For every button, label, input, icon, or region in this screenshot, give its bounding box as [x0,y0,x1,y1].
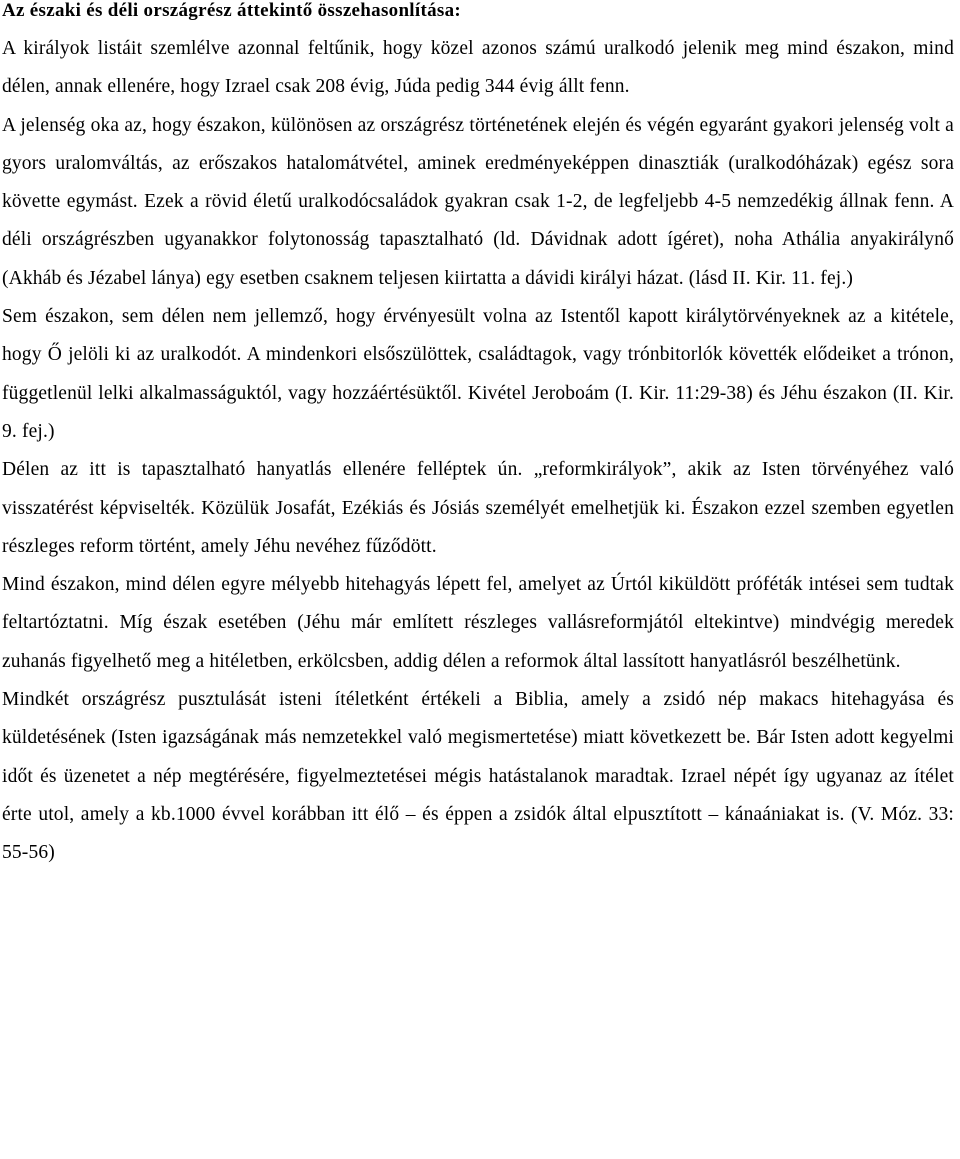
paragraph-2: A jelenség oka az, hogy északon, különösen az országrész történetének elején és végén egyaránt gyakori jelenség volt a gyors uralomváltás, az erőszakos hatalomátvétel, aminek eredményeképpen dinasztiák (uralkodóházak) egész sora követte egymást. Ezek a rövid életű uralkodócsaládok gyakran csak 1-2, de legfeljebb 4-5 nemzedékig állnak fenn. A déli országrészben ugyanakkor folytonosság tapasztalható (ld. Dávidnak adott ígéret), noha Athália anyakirálynő (Akháb és Jézabel lánya) egy esetben csaknem teljesen kiirtatta a dávidi királyi házat. (lásd II. Kir. 11. fej.) [2,114,954,289]
paragraph-4: Délen az itt is tapasztalható hanyatlás ellenére felléptek ún. „reformkirályok”, akik az Isten törvényéhez való visszatérést képviselték. Közülük Josafát, Ezékiás és Jósiás személyét emelhetjük ki. Északon ezzel szemben egyetlen részleges reform történt, amely Jéhu nevéhez fűződött. [2,459,954,557]
paragraph-5: Mind északon, mind délen egyre mélyebb hitehagyás lépett fel, amelyet az Úrtól kiküldött próféták intései sem tudtak feltartóztatni. Míg észak esetében (Jéhu már említett részleges vallásreformjától eltekintve) mindvégig meredek zuhanás figyelhető meg a hitéletben, erkölcsben, addig délen a reformok által lassított hanyatlásról beszélhetünk. [2,574,954,672]
paragraph-3: Sem északon, sem délen nem jellemző, hogy érvényesült volna az Istentől kapott királytörvényeknek az a kitétele, hogy Ő jelöli ki az uralkodót. A mindenkori elsőszülöttek, családtagok, vagy trónbitorlók követték elődeiket a trónon, függetlenül lelki alkalmasságuktól, vagy hozzáértésüktől. Kivétel Jeroboám (I. Kir. 11:29-38) és Jéhu északon (II. Kir. 9. fej.) [2,306,954,442]
document-heading: Az északi és déli országrész áttekintő összehasonlítása: [2,0,462,21]
paragraph-1: A királyok listáit szemlélve azonnal feltűnik, hogy közel azonos számú uralkodó jelenik meg mind északon, mind délen, annak ellenére, hogy Izrael csak 208 évig, Júda pedig 344 évig állt fenn. [2,38,954,98]
paragraph-6: Mindkét országrész pusztulását isteni ítéletként értékeli a Biblia, amely a zsidó nép makacs hitehagyása és küldetésének (Isten igazságának más nemzetekkel való megismertetése) miatt következett be. Bár Isten adott kegyelmi időt és üzenetet a nép megtérésére, figyelmeztetései mégis hatástalanok maradtak. Izrael népét így ugyanaz az ítélet érte utol, amely a kb.1000 évvel korábban itt élő – és éppen a zsidók által elpusztított – kánaániakat is. (V. Móz. 33: 55-56) [2,689,954,864]
